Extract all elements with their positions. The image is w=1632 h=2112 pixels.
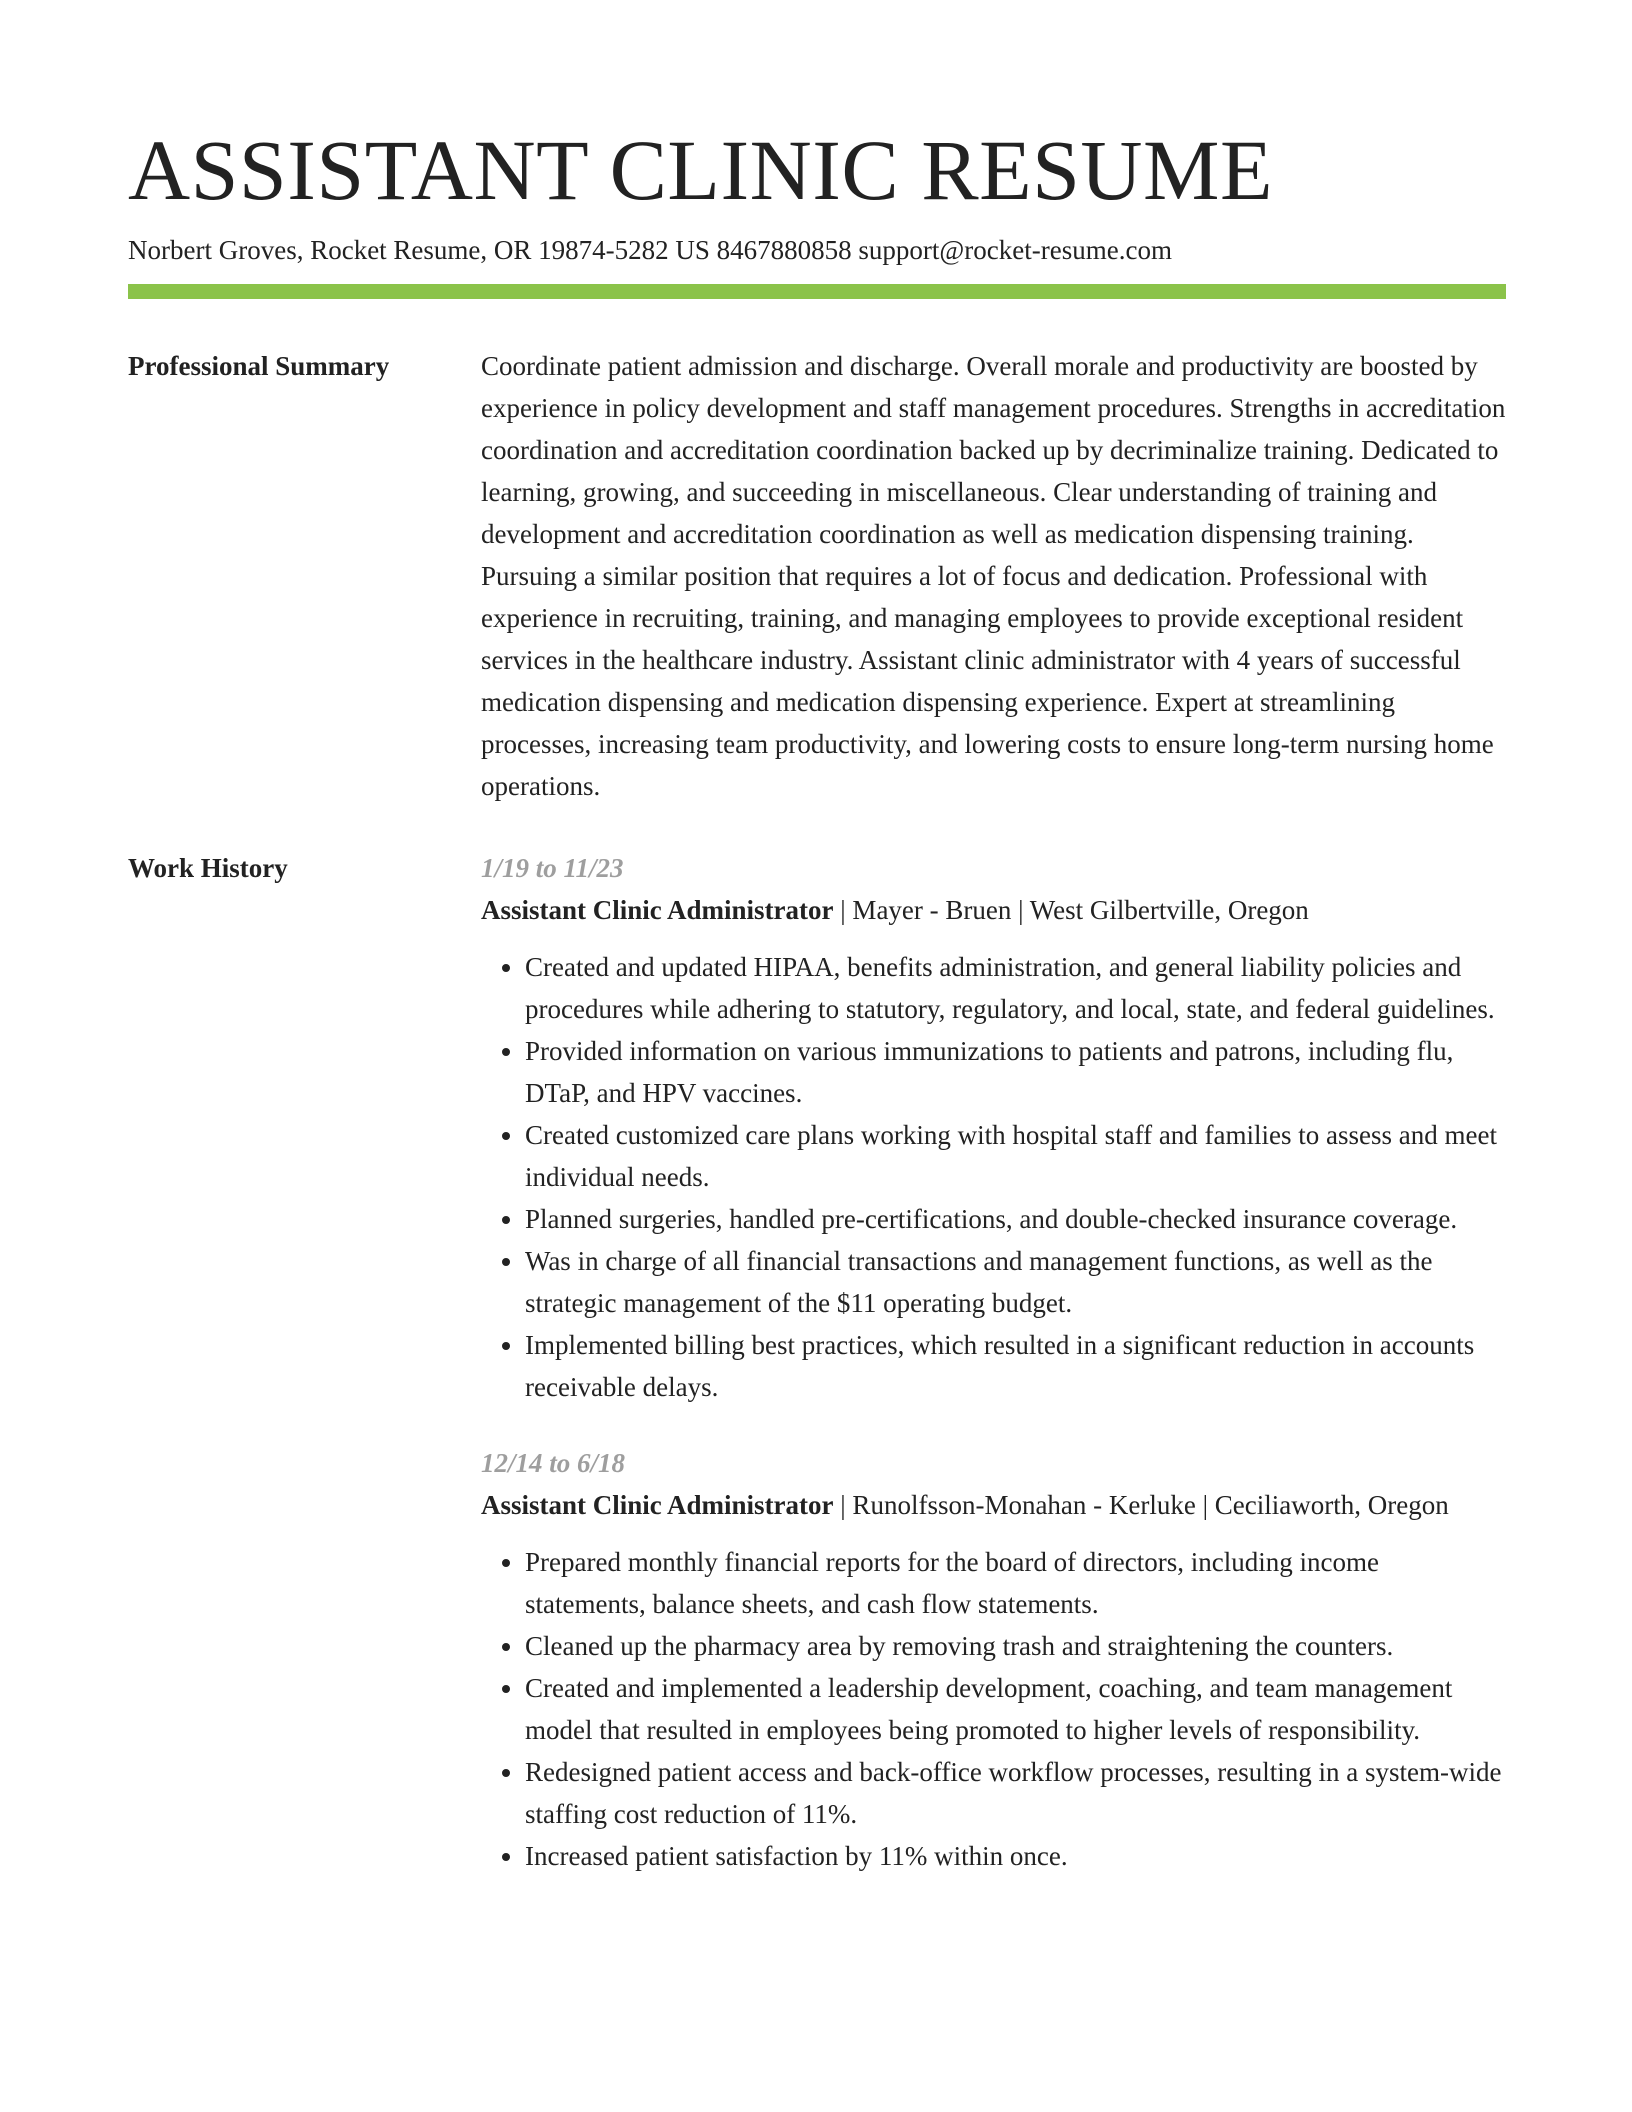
job-title: Assistant Clinic Administrator xyxy=(481,895,834,925)
job-employer-location: | Mayer - Bruen | West Gilbertville, Oregon xyxy=(833,895,1309,925)
job-entry xyxy=(481,1442,1506,1877)
list-item: • Prepared monthly financial reports for the board of directors, including income statements, balance sheets, and cash flow statements. xyxy=(525,1541,1506,1625)
summary-text: Coordinate patient admission and discharge. Overall morale and productivity are boosted by experience in policy development and staff management procedures. Strengths in accreditation coordination and accreditation coordination backed up by decriminalize training. Dedicated to learning, growing, and succeeding in miscellaneous. Clear understanding of training and development and accreditation coordination as well as medication dispensing training. Pursuing a similar position that requires a lot of focus and dedication. Professional with experience in recruiting, training, and managing employees to provide exceptional resident services in the healthcare industry. Assistant clinic administrator with 4 years of successful medication dispensing and medication dispensing experience. Expert at streamlining processes, increasing team productivity, and lowering costs to ensure long-term nursing home operations. xyxy=(481,351,1506,801)
job-employer-location: | Runolfsson-Monahan - Kerluke | Ceciliaworth, Oregon xyxy=(833,1490,1449,1520)
resume-title: ASSISTANT CLINIC RESUME xyxy=(128,122,1274,218)
list-item: • Was in charge of all financial transactions and management functions, as well as the strategic management of the $11 operating budget. xyxy=(525,1240,1506,1324)
job-dates: 12/14 to 6/18 xyxy=(481,1448,626,1478)
job-heading xyxy=(481,889,1506,931)
work-history-content xyxy=(481,847,1506,1877)
professional-summary-section xyxy=(128,345,1506,807)
job-title: Assistant Clinic Administrator xyxy=(481,1490,834,1520)
summary-content xyxy=(481,345,1506,807)
list-item: • Provided information on various immunizations to patients and patrons, including flu, DTaP, and HPV vaccines. xyxy=(525,1030,1506,1114)
list-item: • Cleaned up the pharmacy area by removing trash and straightening the counters. xyxy=(525,1625,1506,1667)
resume-page xyxy=(128,120,1506,1877)
job-heading xyxy=(481,1484,1506,1526)
list-item: • Increased patient satisfaction by 11% within once. xyxy=(525,1835,1506,1877)
header-divider xyxy=(128,284,1506,299)
list-item: • Created and updated HIPAA, benefits administration, and general liability policies and procedures while adhering to statutory, regulatory, and local, state, and federal guidelines. xyxy=(525,946,1506,1030)
list-item: • Planned surgeries, handled pre-certifications, and double-checked insurance coverage. xyxy=(525,1198,1506,1240)
job-dates: 1/19 to 11/23 xyxy=(481,853,624,883)
section-label-summary: Professional Summary xyxy=(128,351,390,381)
section-label-work-history: Work History xyxy=(128,853,288,883)
list-item: • Implemented billing best practices, which resulted in a significant reduction in accounts receivable delays. xyxy=(525,1324,1506,1408)
job-responsibilities xyxy=(481,1541,1506,1877)
contact-line: Norbert Groves, Rocket Resume, OR 19874-5282 US 8467880858 support@rocket-resume.com xyxy=(128,235,1172,265)
list-item: • Created and implemented a leadership development, coaching, and team management model that resulted in employees being promoted to higher levels of responsibility. xyxy=(525,1667,1506,1751)
work-history-section xyxy=(128,847,1506,1877)
job-responsibilities xyxy=(481,946,1506,1408)
list-item: • Redesigned patient access and back-office workflow processes, resulting in a system-wide staffing cost reduction of 11%. xyxy=(525,1751,1506,1835)
job-entry xyxy=(481,847,1506,1408)
list-item: • Created customized care plans working with hospital staff and families to assess and meet individual needs. xyxy=(525,1114,1506,1198)
